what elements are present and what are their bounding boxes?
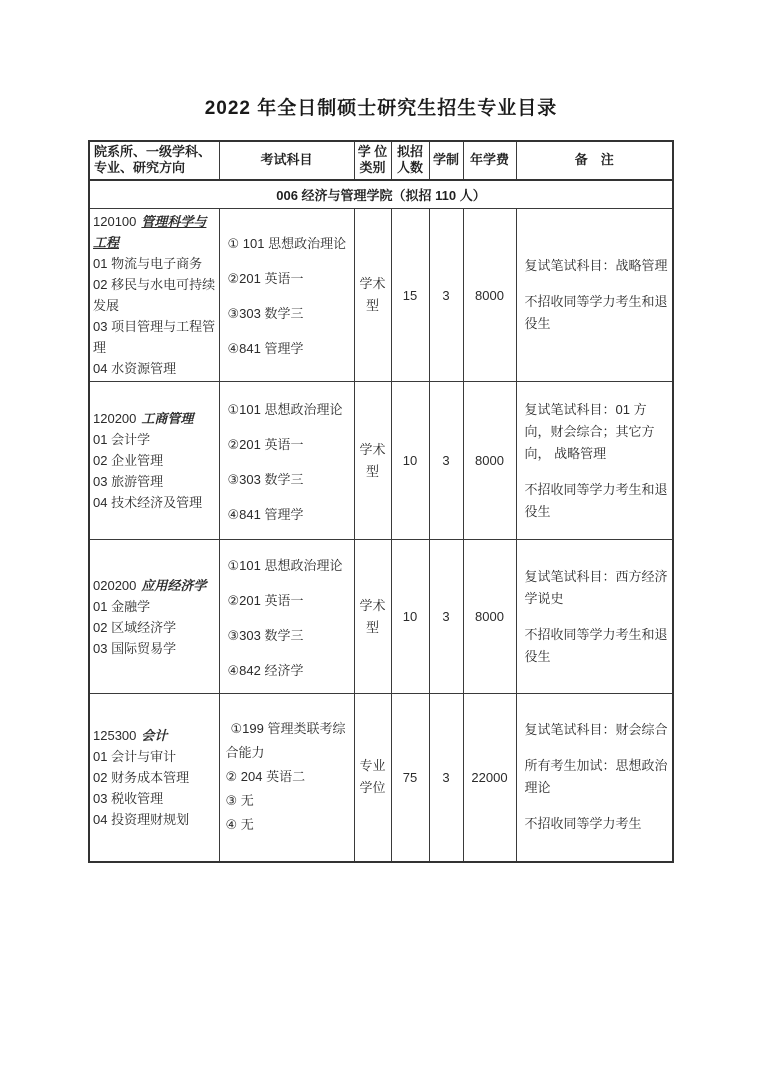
degree-type: 专业学位 bbox=[354, 694, 391, 862]
table-header-row bbox=[89, 141, 673, 180]
duration: 3 bbox=[429, 540, 463, 694]
exam-subjects-cell bbox=[219, 694, 354, 862]
header-degree: 学 位类别 bbox=[354, 141, 391, 180]
exam-subject: ①101 思想政治理论 bbox=[227, 557, 343, 573]
program-row bbox=[89, 382, 673, 540]
duration: 3 bbox=[429, 694, 463, 862]
research-direction: 04 技术经济及管理 bbox=[93, 495, 203, 510]
major-title bbox=[93, 575, 218, 596]
exam-subject: ① 101 思想政治理论 bbox=[227, 236, 347, 251]
page-title: 2022 年全日制硕士研究生招生专业目录 bbox=[204, 98, 558, 119]
remark-paragraph: 不招收同等学力考生和退役生 bbox=[524, 481, 668, 519]
duration: 3 bbox=[429, 209, 463, 382]
research-direction: 03 旅游管理 bbox=[93, 474, 164, 489]
tuition: 22000 bbox=[463, 694, 516, 862]
degree-type: 学术型 bbox=[354, 209, 391, 382]
research-direction: 02 企业管理 bbox=[93, 453, 164, 468]
tuition: 8000 bbox=[463, 209, 516, 382]
header-enrollment: 拟招人数 bbox=[391, 141, 429, 180]
header-remarks: 备 注 bbox=[516, 141, 673, 180]
exam-subjects-cell bbox=[219, 382, 354, 540]
major-name: 工商管理 bbox=[141, 411, 194, 426]
research-direction: 03 国际贸易学 bbox=[93, 640, 177, 656]
major-name: 会计 bbox=[141, 727, 168, 743]
remark-paragraph: 不招收同等学力考生和退役生 bbox=[524, 294, 668, 331]
department-group-label: 006 经济与管理学院（拟招 110 人） bbox=[89, 180, 673, 209]
header-tuition: 年学费 bbox=[463, 141, 516, 180]
major-code: 125300 bbox=[93, 727, 137, 743]
major-title bbox=[93, 725, 218, 746]
exam-subject: ④ 无 bbox=[225, 817, 254, 833]
research-direction: 01 会计学 bbox=[93, 432, 151, 447]
enrollment-count: 15 bbox=[391, 209, 429, 382]
degree-type: 学术型 bbox=[354, 382, 391, 540]
duration: 3 bbox=[429, 382, 463, 540]
program-row bbox=[89, 694, 673, 862]
exam-subject: ② 204 英语二 bbox=[225, 769, 306, 785]
remark-paragraph: 复试笔试科目：战略管理 bbox=[524, 258, 668, 273]
exam-subject: ③303 数学三 bbox=[227, 627, 304, 643]
major-title bbox=[93, 408, 218, 429]
research-direction: 02 财务成本管理 bbox=[93, 769, 190, 785]
research-direction: 03 项目管理与工程管理 bbox=[93, 319, 216, 355]
major-code: 120100 bbox=[93, 214, 137, 229]
research-direction: 04 水资源管理 bbox=[93, 361, 177, 376]
remark-paragraph: 复试笔试科目：西方经济学说史 bbox=[524, 568, 668, 606]
exam-subject: ④842 经济学 bbox=[227, 662, 304, 678]
major-title bbox=[93, 211, 218, 253]
exam-subject: ③303 数学三 bbox=[227, 306, 304, 321]
exam-subject: ②201 英语一 bbox=[227, 271, 304, 286]
remarks-cell bbox=[516, 540, 673, 694]
enrollment-count: 10 bbox=[391, 382, 429, 540]
department-group-row bbox=[89, 180, 673, 209]
exam-subject: ②201 英语一 bbox=[227, 592, 304, 608]
exam-subjects-cell bbox=[219, 540, 354, 694]
remarks-cell bbox=[516, 694, 673, 862]
program-row bbox=[89, 209, 673, 382]
remark-paragraph: 复试笔试科目：财会综合 bbox=[524, 722, 668, 738]
major-name: 应用经济学 bbox=[141, 577, 207, 593]
research-direction: 01 物流与电子商务 bbox=[93, 256, 203, 271]
research-direction: 02 移民与水电可持续发展 bbox=[93, 277, 216, 313]
remarks-cell bbox=[516, 382, 673, 540]
major-name: 管理科学与工程 bbox=[93, 214, 207, 250]
major-code: 020200 bbox=[93, 577, 137, 593]
research-direction: 01 金融学 bbox=[93, 598, 151, 614]
exam-subject: ③303 数学三 bbox=[227, 471, 304, 487]
remark-paragraph: 不招收同等学力考生 bbox=[524, 816, 642, 832]
research-direction: 03 税收管理 bbox=[93, 790, 164, 806]
exam-subjects-cell bbox=[219, 209, 354, 382]
exam-subject: ③ 无 bbox=[225, 793, 254, 809]
admissions-table bbox=[88, 140, 674, 863]
remark-paragraph: 不招收同等学力考生和退役生 bbox=[524, 626, 668, 664]
exam-subject: ①101 思想政治理论 bbox=[227, 401, 343, 417]
enrollment-count: 10 bbox=[391, 540, 429, 694]
major-code: 120200 bbox=[93, 411, 137, 426]
major-cell bbox=[89, 382, 219, 540]
exam-subject: ④841 管理学 bbox=[227, 506, 304, 522]
remark-paragraph: 所有考生加试：思想政治理论 bbox=[524, 758, 668, 796]
degree-type: 学术型 bbox=[354, 540, 391, 694]
tuition: 8000 bbox=[463, 540, 516, 694]
research-direction: 02 区域经济学 bbox=[93, 619, 177, 635]
exam-subject: ②201 英语一 bbox=[227, 436, 304, 452]
enrollment-count: 75 bbox=[391, 694, 429, 862]
remarks-cell bbox=[516, 209, 673, 382]
research-direction: 04 投资理财规划 bbox=[93, 811, 190, 827]
tuition: 8000 bbox=[463, 382, 516, 540]
major-cell bbox=[89, 209, 219, 382]
header-duration: 学制 bbox=[429, 141, 463, 180]
program-row bbox=[89, 540, 673, 694]
remark-paragraph: 复试笔试科目：01 方向，财会综合；其它方向， 战略管理 bbox=[524, 401, 655, 461]
major-cell bbox=[89, 540, 219, 694]
exam-subject: ④841 管理学 bbox=[227, 341, 304, 356]
research-direction: 01 会计与审计 bbox=[93, 748, 177, 764]
exam-subject: ①199 管理类联考综合能力 bbox=[225, 721, 346, 761]
header-major: 院系所、一级学科、专业、研究方向 bbox=[89, 141, 219, 180]
header-exams: 考试科目 bbox=[219, 141, 354, 180]
major-cell bbox=[89, 694, 219, 862]
